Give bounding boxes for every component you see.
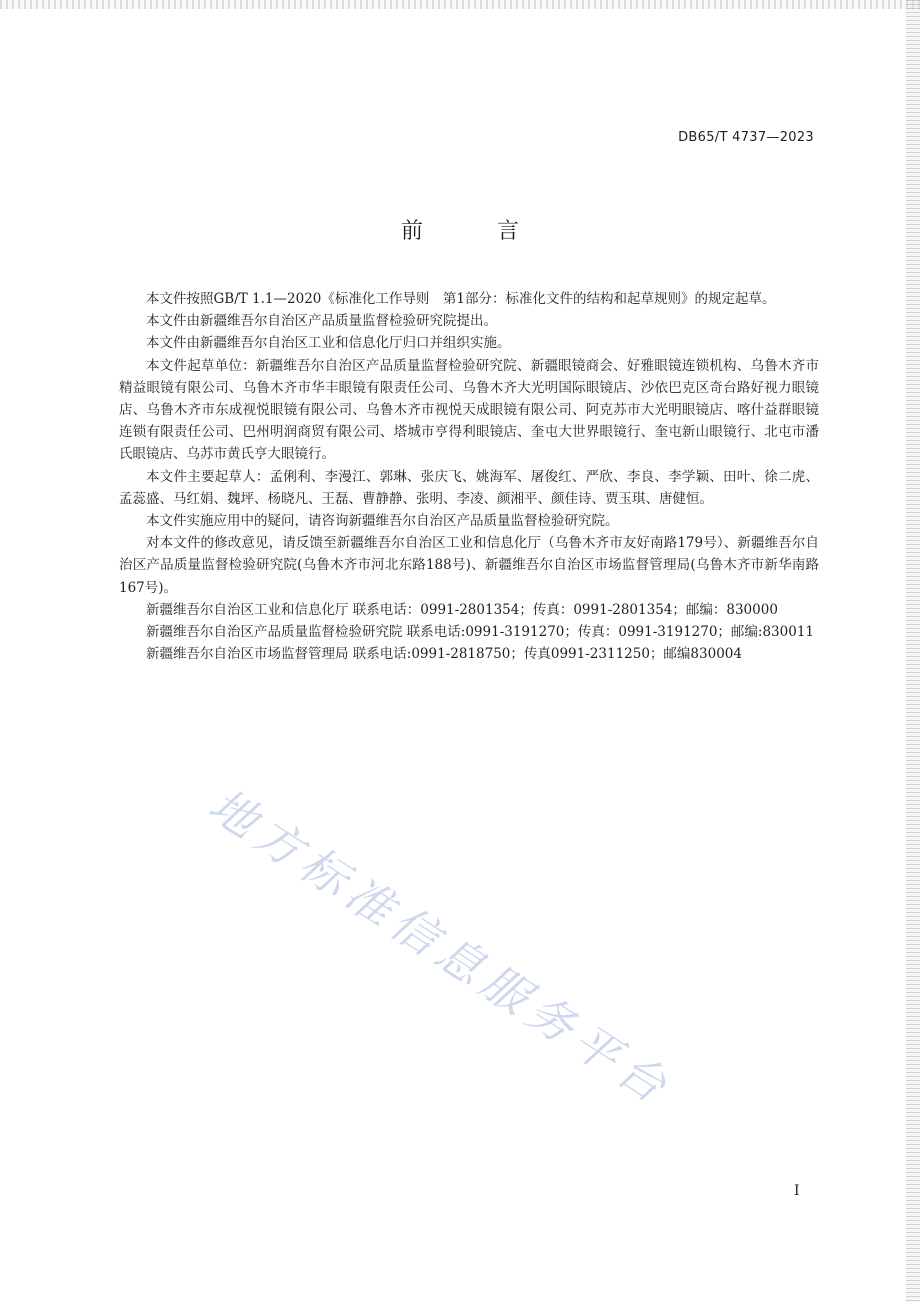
paragraph-drafting-basis: 本文件按照GB/T 1.1—2020《标准化工作导则 第1部分：标准化文件的结构和起草规则》的规定起草。	[146, 291, 776, 307]
paragraph-drafting-units: 本文件起草单位：新疆维吾尔自治区产品质量监督检验研究院、新疆眼镜商会、好雅眼镜连锁机构、乌鲁木齐市精益眼镜有限公司、乌鲁木齐市华丰眼镜有限责任公司、乌鲁木齐大光明国际眼镜店、沙依巴克区奇台路好视力眼镜店、乌鲁木齐市东成视悦眼镜有限公司、乌鲁木齐市视悦天成眼镜有限公司、阿克苏市大光明眼镜店、喀什益群眼镜连锁有限责任公司、巴州明润商贸有限公司、塔城市亨得利眼镜店、奎屯大世界眼镜行、奎屯新山眼镜行、北屯市潘氏眼镜店、乌苏市黄氏亨大眼镜行。	[119, 357, 819, 463]
contact-market-bureau: 新疆维吾尔自治区市场监督管理局 联系电话:0991-2818750；传真0991-2311250；邮编830004	[146, 646, 742, 663]
paragraph-proposer: 本文件由新疆维吾尔自治区产品质量监督检验研究院提出。	[146, 313, 497, 330]
contact-quality-institute: 新疆维吾尔自治区产品质量监督检验研究院 联系电话:0991-3191270；传真：0991-3191270；邮编:830011	[146, 624, 815, 641]
document-body	[119, 288, 819, 665]
watermark: 地方标准信息服务平台	[199, 777, 682, 1117]
paragraph-feedback: 对本文件的修改意见，请反馈至新疆维吾尔自治区工业和信息化厅（乌鲁木齐市友好南路179号）、新疆维吾尔自治区产品质量监督检验研究院(乌鲁木齐市河北东路188号)、新疆维吾尔自治区市场监督管理局(乌鲁木齐市新华南路167号)。	[119, 535, 819, 596]
document-code: DB65/T 4737—2023	[678, 130, 814, 145]
page-title: 前 言	[400, 219, 545, 244]
paragraph-inquiry: 本文件实施应用中的疑问，请咨询新疆维吾尔自治区产品质量监督检验研究院。	[146, 513, 619, 530]
page-number: I	[794, 1183, 800, 1199]
contact-industry-dept: 新疆维吾尔自治区工业和信息化厅 联系电话：0991-2801354；传真：0991-2801354；邮编：830000	[146, 601, 778, 618]
paragraph-administrator: 本文件由新疆维吾尔自治区工业和信息化厅归口并组织实施。	[146, 335, 511, 352]
scan-edge-top	[0, 0, 920, 9]
scan-edge-right	[906, 0, 920, 1302]
paragraph-drafters: 本文件主要起草人：孟俐利、李漫江、郭琳、张庆飞、姚海军、屠俊红、严欣、李良、李学颖、田叶、徐二虎、孟蕊盛、马红娟、魏坪、杨晓凡、王磊、曹静静、张明、李凌、颜湘平、颜佳诗、贾玉琪、唐健恒。	[119, 468, 819, 507]
